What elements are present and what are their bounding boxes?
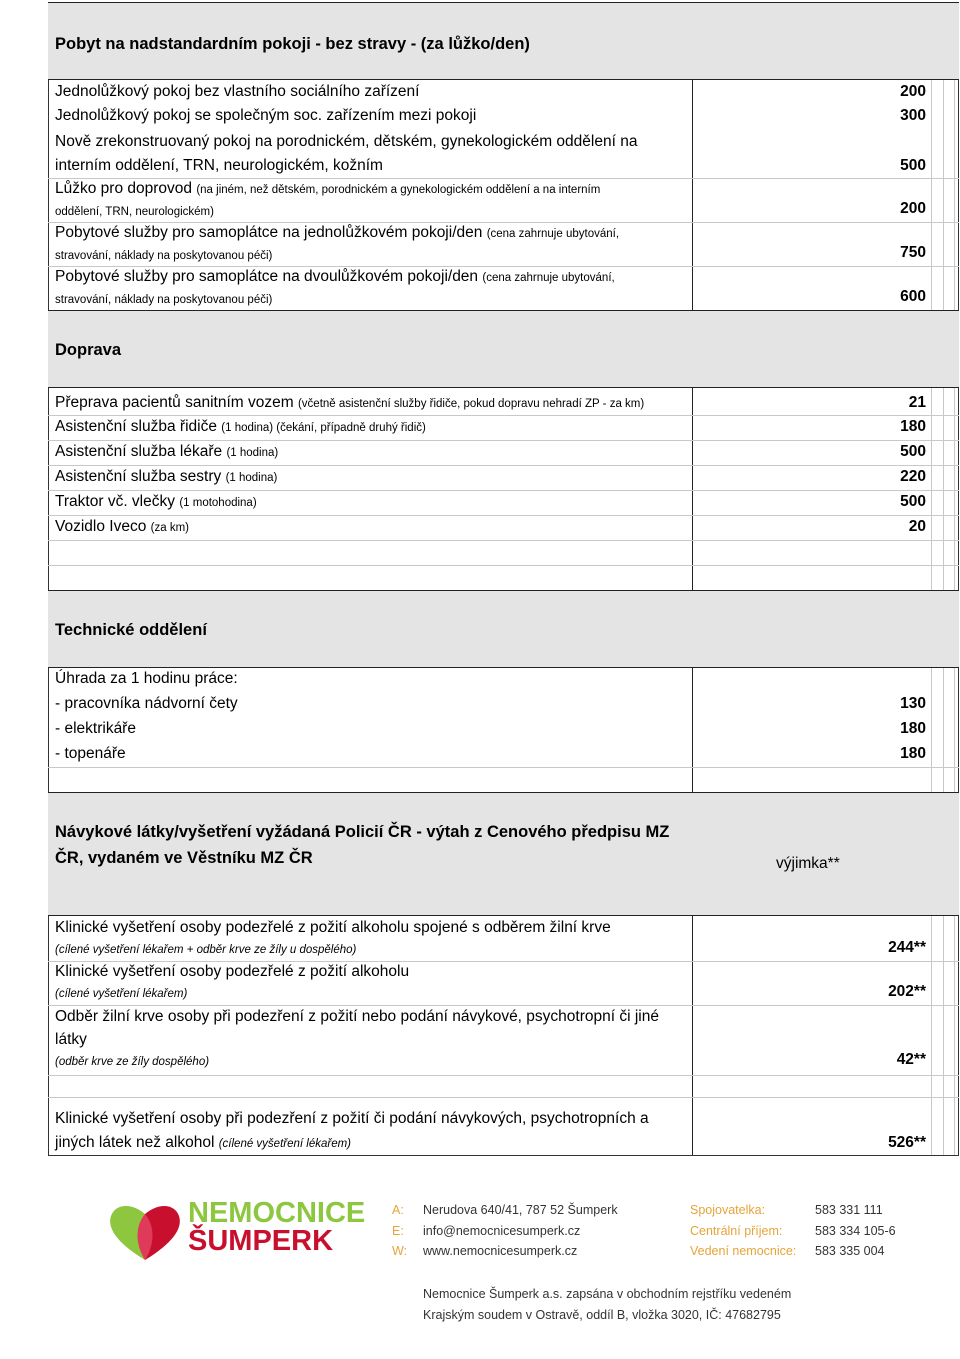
web-label: W: [392, 1244, 408, 1258]
row-value: 220 [900, 468, 926, 485]
phone1: 583 331 111 [815, 1203, 883, 1217]
row-value: 21 [908, 394, 926, 411]
row-value: 500 [900, 157, 926, 174]
row-label: Asistenční služba sestry [55, 468, 222, 485]
hospital-logo-icon [105, 1198, 185, 1264]
row-divider [48, 540, 959, 541]
row-label: Přeprava pacientů sanitním vozem [55, 394, 294, 411]
row-note-line2: stravování, náklady na poskytovanou péči) [55, 250, 273, 262]
row-label: Lůžko pro doprovod [55, 180, 193, 197]
section-title-line2: ČR, vydaném ve Věstníku MZ ČR [55, 849, 313, 867]
row-note: (cena zahrnuje ubytování, [486, 228, 620, 240]
row-divider [48, 1097, 959, 1098]
column-divider [931, 2, 932, 1155]
row-label: Asistenční služba řidiče [55, 418, 217, 435]
row-value: 130 [900, 695, 926, 712]
row-label: Klinické vyšetření osoby podezřelé z požití alkoholu spojené s odběrem žilní krve [55, 919, 611, 936]
row-value: 200 [900, 200, 926, 217]
row-value: 180 [900, 418, 926, 435]
row-label: Vozidlo Iveco [55, 518, 147, 535]
exception-label: výjimka** [776, 855, 840, 872]
price-row [55, 961, 926, 1005]
row-value: 500 [900, 443, 926, 460]
row-value: 244** [888, 939, 926, 956]
row-label: Nově zrekonstruovaný pokoj na porodnickém, dětském, gynekologickém oddělení na [55, 133, 638, 150]
row-label: - elektrikáře [55, 720, 136, 737]
section-title-line1: Návykové látky/vyšetření vyžádaná Policií ČR - výtah z Cenového předpisu MZ [55, 823, 670, 841]
price-row [55, 465, 926, 490]
price-row [55, 104, 926, 128]
footer [0, 1180, 960, 1359]
phone3-label: Vedení nemocnice: [690, 1244, 797, 1258]
row-divider [48, 767, 959, 768]
row-value: 202** [888, 983, 926, 1000]
registry-line1: Nemocnice Šumperk a.s. zapsána v obchodním rejstříku vedeném [423, 1287, 792, 1301]
row-label: Asistenční služba lékaře [55, 443, 223, 460]
row-note-line2: stravování, náklady na poskytovanou péči) [55, 294, 273, 306]
address-label: A: [392, 1203, 404, 1217]
address: Nerudova 640/41, 787 52 Šumperk [423, 1203, 618, 1217]
row-note: (za km) [150, 522, 189, 534]
row-label: Odběr žilní krve osoby při podezření z požití nebo podání návykové, psychotropní či jiné [55, 1008, 659, 1025]
price-row [55, 178, 926, 223]
phone1-label: Spojovatelka: [690, 1203, 766, 1217]
registry-line2: Krajským soudem v Ostravě, oddíl B, vložka 3020, IČ: 47682795 [423, 1308, 781, 1322]
price-row [55, 266, 926, 311]
price-row [55, 80, 926, 104]
logo-text-line2: ŠUMPERK [188, 1225, 334, 1257]
price-row [55, 742, 926, 766]
row-label: Klinické vyšetření osoby podezřelé z požití alkoholu [55, 963, 410, 980]
column-divider [943, 2, 944, 1155]
row-note: (1 hodina) [226, 447, 279, 459]
price-row [55, 130, 926, 178]
row-note: (odběr krve ze žíly dospělého) [55, 1056, 210, 1068]
row-label: - pracovníka nádvorní čety [55, 695, 238, 712]
row-label: Jednolůžkový pokoj bez vlastního sociálního zařízení [55, 83, 420, 100]
email-label: E: [392, 1224, 404, 1238]
row-value: 20 [908, 518, 926, 535]
row-label: Úhrada za 1 hodinu práce: [55, 670, 238, 687]
row-note: (cílené vyšetření lékařem) [218, 1138, 352, 1150]
row-value: 600 [900, 288, 926, 305]
row-value: 750 [900, 244, 926, 261]
row-value: 180 [900, 745, 926, 762]
price-row [55, 222, 926, 267]
column-divider [954, 2, 955, 1155]
row-label: Pobytové služby pro samoplátce na jednolůžkovém pokoji/den [55, 224, 483, 241]
price-row [55, 440, 926, 465]
row-note: (1 motohodina) [179, 497, 257, 509]
row-label-line2: látky [55, 1031, 87, 1048]
row-value: 300 [900, 107, 926, 124]
price-row [55, 415, 926, 440]
row-label-line2: interním oddělení, TRN, neurologickém, kožním [55, 157, 383, 174]
row-divider [48, 565, 959, 566]
section-header-navykove [48, 792, 959, 916]
row-label: Klinické vyšetření osoby při podezření z požití či podání návykových, psychotropních a [55, 1110, 649, 1127]
row-divider [48, 1075, 959, 1076]
section-header-technicke [48, 590, 959, 668]
row-value: 180 [900, 720, 926, 737]
row-note: (cílené vyšetření lékařem) [55, 988, 188, 1000]
row-label: - topenáře [55, 745, 126, 762]
web-link[interactable]: www.nemocnicesumperk.cz [423, 1244, 578, 1258]
row-value: 500 [900, 493, 926, 510]
price-row [55, 515, 926, 540]
row-note: (cílené vyšetření lékařem + odběr krve ze žíly u dospělého) [55, 944, 357, 956]
row-label: Pobytové služby pro samoplátce na dvoulůžkovém pokoji/den [55, 268, 479, 285]
phone2-label: Centrální příjem: [690, 1224, 783, 1238]
intro-row [55, 667, 926, 691]
row-value: 526** [888, 1134, 926, 1151]
email-link[interactable]: info@nemocnicesumperk.cz [423, 1224, 581, 1238]
row-value: 42** [896, 1051, 926, 1068]
row-note: (cena zahrnuje ubytování, [482, 272, 615, 284]
row-note: (včetně asistenční služby řidiče, pokud dopravu nehradí ZP - za km) [297, 398, 645, 410]
price-row [55, 717, 926, 741]
price-row [55, 917, 926, 961]
section-title: Doprava [55, 341, 122, 359]
row-note: (1 hodina) [225, 472, 278, 484]
price-row [55, 692, 926, 716]
logo-text-line1: NEMOCNICE [188, 1197, 366, 1229]
row-label-line2: jiných látek než alkohol [55, 1134, 215, 1151]
row-note: (na jiném, než dětském, porodnickém a gynekologickém oddělení a na interním [196, 184, 601, 196]
phone3: 583 335 004 [815, 1244, 885, 1258]
section-header-pobyt [48, 2, 959, 80]
row-note: (1 hodina) (čekání, případně druhý řidič) [221, 422, 426, 434]
section-title: Pobyt na nadstandardním pokoji - bez stravy - (za lůžko/den) [55, 35, 530, 53]
row-label: Jednolůžkový pokoj se společným soc. zařízením mezi pokoji [55, 107, 477, 124]
phone2: 583 334 105-6 [815, 1224, 896, 1238]
section-header-doprava [48, 310, 959, 388]
price-row [55, 391, 926, 416]
section-title: Technické oddělení [55, 621, 207, 639]
row-value: 200 [900, 83, 926, 100]
price-row [55, 490, 926, 515]
row-label: Traktor vč. vlečky [55, 493, 175, 510]
price-row [55, 1005, 926, 1074]
row-note-line2: oddělení, TRN, neurologickém) [55, 206, 214, 218]
price-row [55, 1107, 926, 1156]
